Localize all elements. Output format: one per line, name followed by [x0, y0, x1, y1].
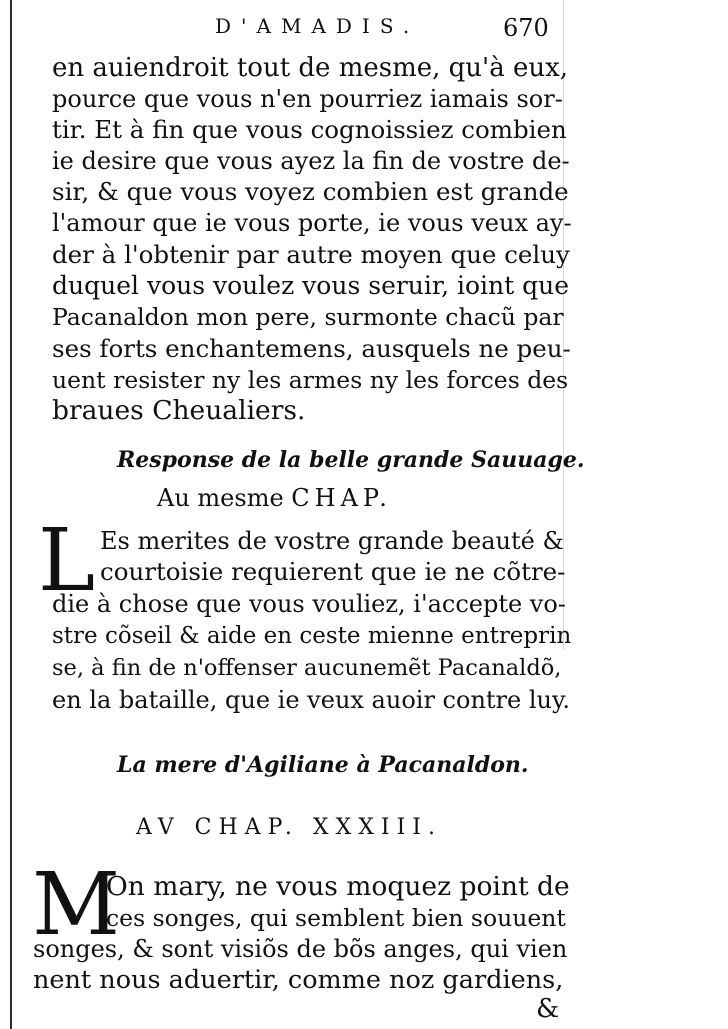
chapter-abbreviation: CHAP. — [291, 484, 392, 512]
chapter-reference — [157, 484, 392, 512]
text-line: braues Cheualiers. — [52, 395, 306, 426]
text-line: l'amour que ie vous porte, ie vous veux ay- — [52, 209, 572, 237]
section-heading: La mere d'Agiliane à Pacanaldon. — [117, 752, 529, 778]
text-line: ces songes, qui semblent bien souuent — [106, 904, 566, 932]
chapter-word: Au mesme — [157, 484, 284, 512]
text-line: duquel vous voulez vous seruir, ioint que — [52, 271, 570, 300]
text-line: en auiendroit tout de mesme, qu'à eux, — [52, 53, 569, 83]
text-line: ses forts enchantemens, ausquels ne peu- — [52, 334, 571, 363]
text-line: Pacanaldon mon pere, surmonte chacũ par — [52, 303, 564, 331]
text-line: tir. Et à fin que vous cognoissiez combien — [52, 115, 567, 144]
text-line: die à chose que vous vouliez, i'accepte vo- — [52, 590, 566, 618]
text-line: pource que vous n'en pourriez iamais sor- — [52, 85, 563, 113]
text-line: uent resister ny les armes ny les forces des — [52, 366, 569, 394]
text-line: stre cõseil & aide en ceste mienne entreprin — [52, 623, 572, 649]
drop-capital: L — [38, 511, 96, 611]
text-line: nent nous aduertir, comme noz gardiens, — [33, 965, 564, 995]
chapter-reference: AV CHAP. XXXIII. — [136, 815, 442, 840]
text-line: On mary, ne vous moquez point de — [106, 871, 570, 902]
drop-capital: M — [32, 855, 121, 955]
page-edge-shadow — [10, 0, 12, 1029]
text-line: sir, & que vous voyez combien est grande — [52, 177, 569, 206]
text-line: songes, & sont visiõs de bõs anges, qui vien — [33, 935, 568, 963]
text-line: der à l'obtenir par autre moyen que celuy — [52, 240, 570, 269]
text-line: Es merites de vostre grande beauté & — [100, 527, 564, 555]
text-line: courtoisie requierent que ie ne cõtre- — [100, 557, 566, 586]
text-line: en la bataille, que ie veux auoir contre luy. — [52, 686, 570, 714]
running-title: D'AMADIS. — [215, 14, 420, 38]
section-heading: Response de la belle grande Sauuage. — [117, 447, 585, 473]
text-line: se, à fin de n'offenser aucunemẽt Pacanaldõ, — [52, 655, 562, 681]
catchword: & — [536, 994, 560, 1024]
text-line: ie desire que vous ayez la fin de vostre de- — [52, 147, 570, 175]
page-number: 670 — [503, 14, 549, 42]
